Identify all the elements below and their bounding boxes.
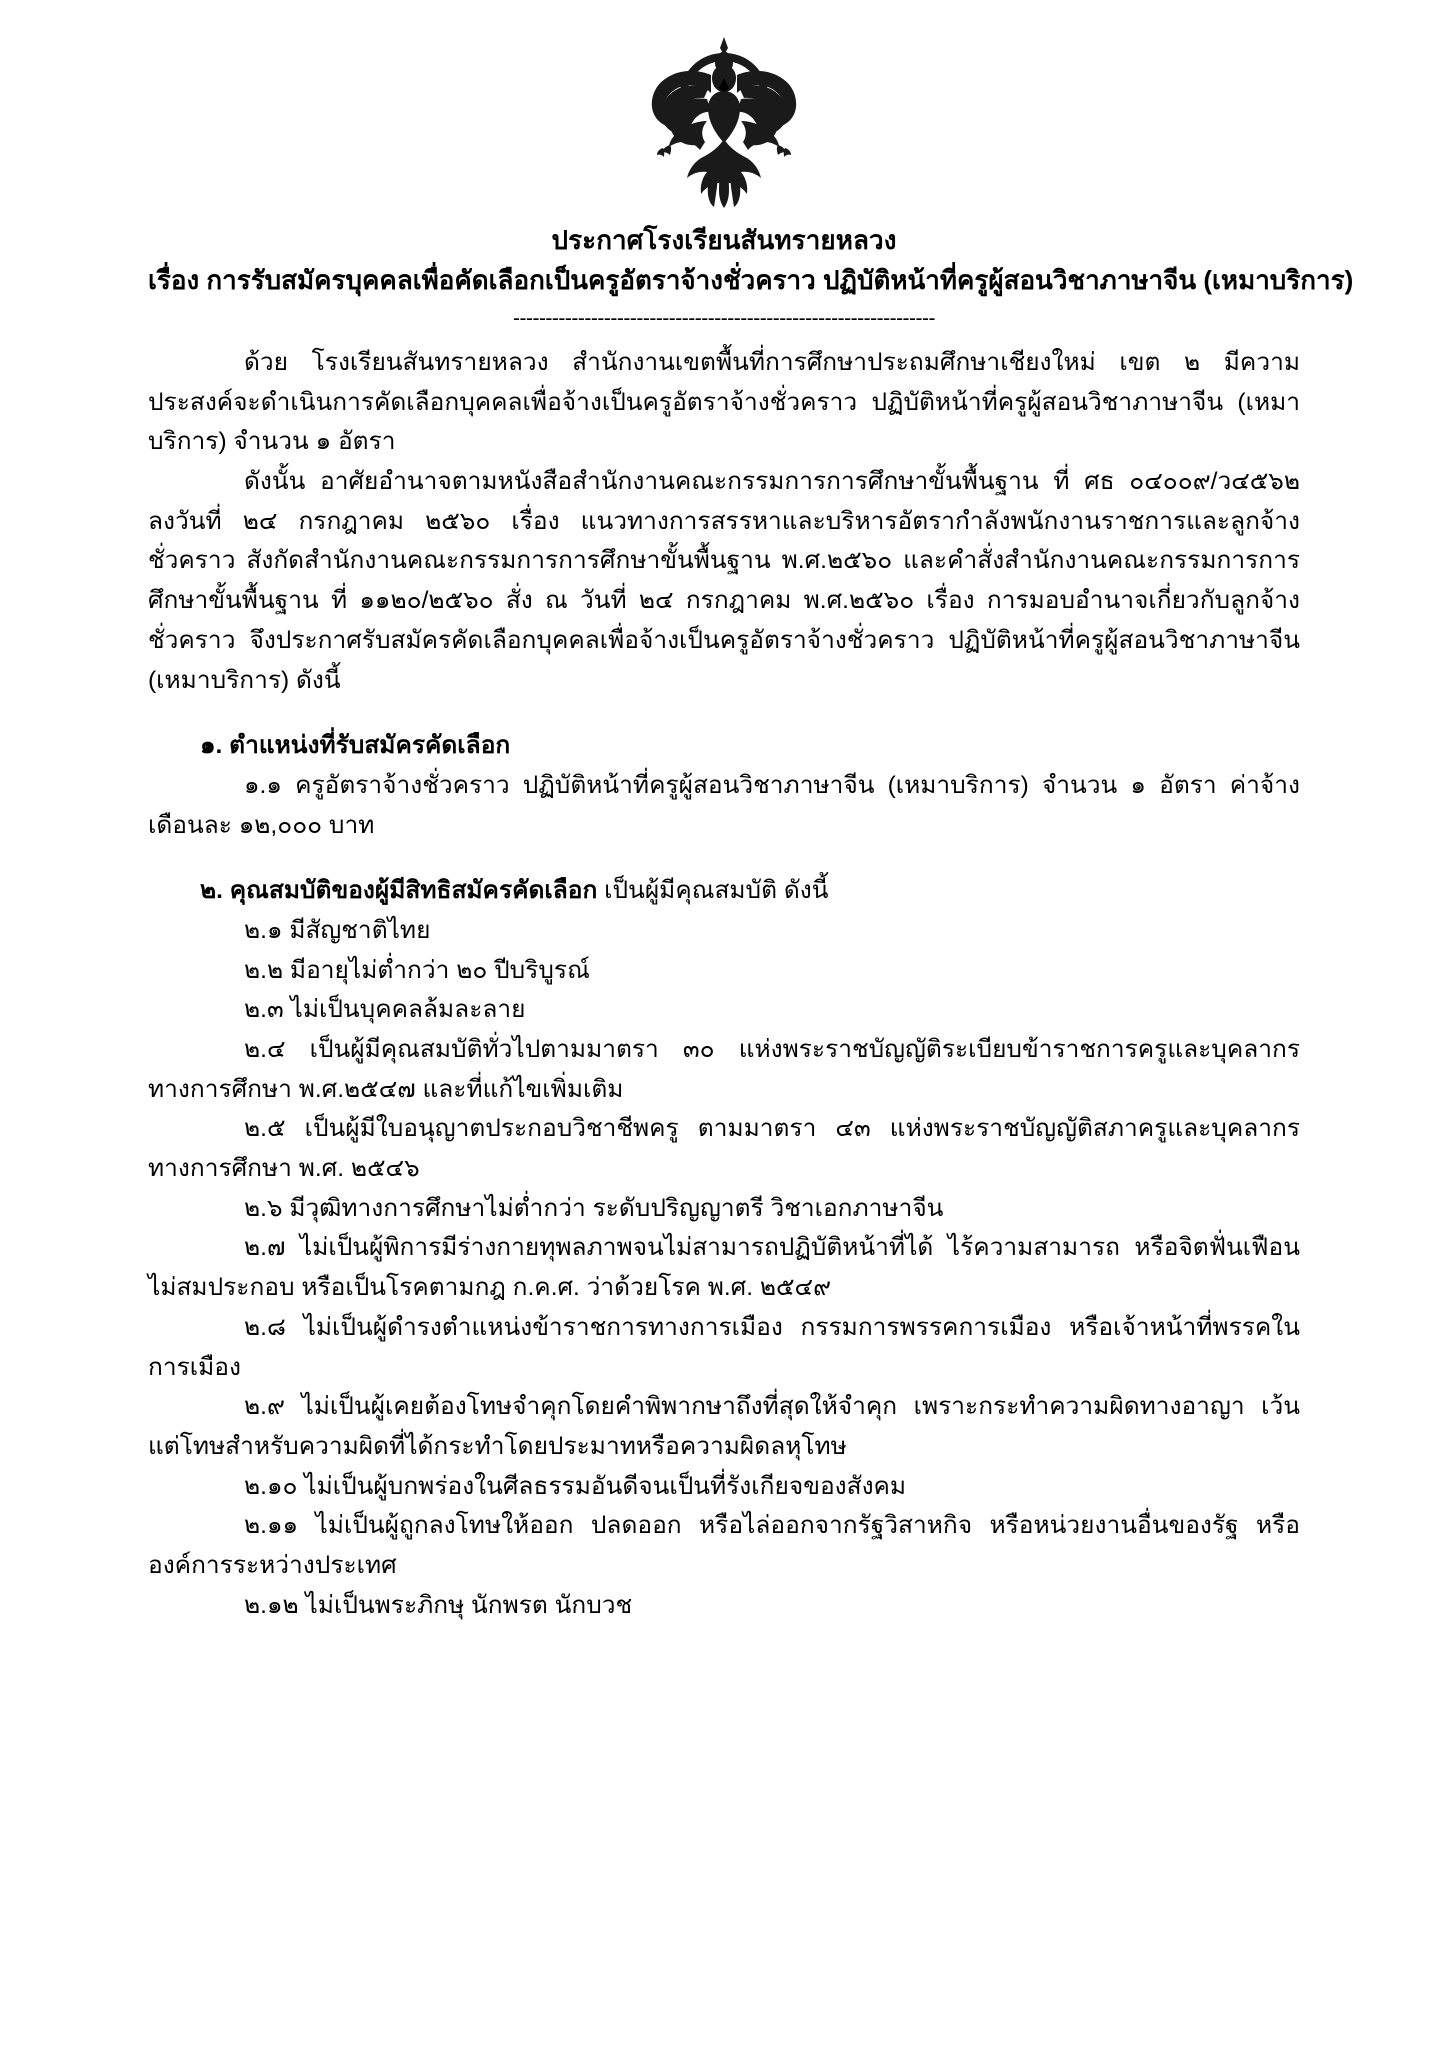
item-text: เป็นผู้มีใบอนุญาตประกอบวิชาชีพครู ตามมาตรา ๔๓ แห่งพระราชบัญญัติสภาครูและบุคลากรทางการศึกษา พ.ศ. ๒๕๔๖ [148, 1115, 1300, 1183]
list-item [148, 951, 1300, 991]
item-text: ครูอัตราจ้างชั่วคราว ปฏิบัติหน้าที่ครูผู้สอนวิชาภาษาจีน (เหมาบริการ) จำนวน ๑ อัตรา ค่าจ้างเดือนละ ๑๒,๐๐๐ บาท [148, 771, 1301, 839]
list-item [148, 990, 1300, 1030]
item-text: ไม่เป็นผู้ถูกลงโทษให้ออก ปลดออก หรือไล่ออกจากรัฐวิสาหกิจ หรือหน่วยงานอื่นของรัฐ หรือองค์การระหว่างประเทศ [148, 1512, 1300, 1579]
item-label: ๒.๑๐ [244, 1472, 298, 1500]
list-item [148, 911, 1300, 951]
page-subtitle: เรื่อง การรับสมัครบุคคลเพื่อคัดเลือกเป็นครูอัตราจ้างชั่วคราว ปฏิบัติหน้าที่ครูผู้สอนวิชาภาษาจีน (เหมาบริการ) [148, 264, 1354, 295]
list-item [148, 1506, 1300, 1585]
item-label: ๒.๗ [244, 1234, 286, 1262]
item-text: ไม่เป็นผู้บกพร่องในศีลธรรมอันดีจนเป็นที่รังเกียจของสังคม [304, 1472, 907, 1500]
item-label: ๒.๑๒ [244, 1591, 299, 1619]
section-suffix-2: เป็นผู้มีคุณสมบัติ ดังนี้ [597, 877, 829, 905]
item-label: ๒.๙ [244, 1393, 285, 1421]
item-text: เป็นผู้มีคุณสมบัติทั่วไปตามมาตรา ๓๐ แห่งพระราชบัญญัติระเบียบข้าราชการครูและบุคลากรทางการศึกษา พ.ศ.๒๕๔๗ และที่แก้ไขเพิ่มเติม [148, 1036, 1301, 1103]
item-label: ๒.๑๑ [244, 1512, 299, 1540]
section-number-2: ๒. [200, 877, 223, 905]
item-label: ๑.๑ [244, 771, 282, 799]
section-number-1: ๑. [200, 732, 223, 760]
section-title-1: ตำแหน่งที่รับสมัครคัดเลือก [229, 732, 511, 760]
item-text: ไม่เป็นพระภิกษุ นักพรต นักบวช [305, 1591, 633, 1619]
item-text: ไม่เป็นผู้ดำรงตำแหน่งข้าราชการทางการเมือง กรรมการพรรคการเมือง หรือเจ้าหน้าที่พรรคในการเมือง [148, 1313, 1300, 1381]
list-item [148, 1189, 1300, 1229]
garuda-emblem [148, 0, 1300, 210]
section-heading-1 [148, 726, 1300, 766]
item-label: ๒.๕ [244, 1115, 286, 1143]
item-text: มีสัญชาติไทย [289, 916, 431, 944]
document-content [148, 0, 1354, 1625]
list-item [148, 766, 1300, 845]
title-divider: ----------------------------------------------------------------- [512, 308, 936, 329]
list-item [148, 1586, 1300, 1626]
list-item [148, 1308, 1300, 1387]
intro-paragraph-2: ดังนั้น อาศัยอำนาจตามหนังสือสำนักงานคณะกรรมการการศึกษาขั้นพื้นฐาน ที่ ศธ ๐๔๐๐๙/ว๔๕๖๒ ลงวันที่ ๒๔ กรกฎาคม ๒๕๖๐ เรื่อง แนวทางการสรรหาและบริหารอัตรากำลังพนักงานราชการและลูกจ้างชั่วคราว สังกัดสำนักงานคณะกรรมการการศึกษาขั้นพื้นฐาน พ.ศ.๒๕๖๐ และคำสั่งสำนักงานคณะกรรมการการศึกษาขั้นพื้นฐาน ที่ ๑๑๒๐/๒๕๖๐ สั่ง ณ วันที่ ๒๔ กรกฎาคม พ.ศ.๒๕๖๐ เรื่อง การมอบอำนาจเกี่ยวกับลูกจ้างชั่วคราว จึงประกาศรับสมัครคัดเลือกบุคคลเพื่อจ้างเป็นครูอัตราจ้างชั่วคราว ปฏิบัติหน้าที่ครูผู้สอนวิชาภาษาจีน (เหมาบริการ) ดังนี้ [148, 468, 1300, 694]
item-label: ๒.๒ [244, 956, 284, 984]
item-text: ไม่เป็นบุคคลล้มละลาย [290, 996, 526, 1024]
intro-paragraph-1: ด้วย โรงเรียนสันทรายหลวง สำนักงานเขตพื้นที่การศึกษาประถมศึกษาเชียงใหม่ เขต ๒ มีความประสงค์จะดำเนินการคัดเลือกบุคคลเพื่อจ้างเป็นครูอัตราจ้างชั่วคราว ปฏิบัติหน้าที่ครูผู้สอนวิชาภาษาจีน (เหมาบริการ) จำนวน ๑ อัตรา [148, 349, 1300, 456]
item-label: ๒.๓ [244, 996, 284, 1024]
item-text: ไม่เป็นผู้เคยต้องโทษจำคุกโดยคำพิพากษาถึงที่สุดให้จำคุก เพราะกระทำความผิดทางอาญา เว้นแต่โทษสำหรับความผิดที่ได้กระทำโดยประมาทหรือความผิดลหุโทษ [148, 1393, 1300, 1460]
section-title-2: คุณสมบัติของผู้มีสิทธิสมัครคัดเลือก [229, 877, 598, 905]
list-item [148, 1228, 1300, 1307]
item-text: มีอายุไม่ต่ำกว่า ๒๐ ปีบริบูรณ์ [289, 956, 590, 984]
page-title: ประกาศโรงเรียนสันทรายหลวง [551, 225, 897, 255]
item-label: ๒.๘ [244, 1313, 286, 1341]
list-item [148, 1467, 1300, 1507]
item-text: มีวุฒิทางการศึกษาไม่ต่ำกว่า ระดับปริญญาตรี วิชาเอกภาษาจีน [289, 1194, 944, 1222]
item-label: ๒.๑ [244, 916, 283, 944]
list-item [148, 1109, 1300, 1188]
list-item [148, 1387, 1300, 1466]
section-heading-2 [148, 871, 1300, 911]
item-text: ไม่เป็นผู้พิการมีร่างกายทุพลภาพจนไม่สามารถปฏิบัติหน้าที่ได้ ไร้ความสามารถ หรือจิตฟั่นเฟือน ไม่สมประกอบ หรือเป็นโรคตามกฎ ก.ค.ศ. ว่าด้วยโรค พ.ศ. ๒๕๔๙ [148, 1234, 1300, 1302]
item-label: ๒.๖ [244, 1194, 283, 1222]
item-label: ๒.๔ [244, 1036, 286, 1063]
list-item [148, 1030, 1300, 1109]
